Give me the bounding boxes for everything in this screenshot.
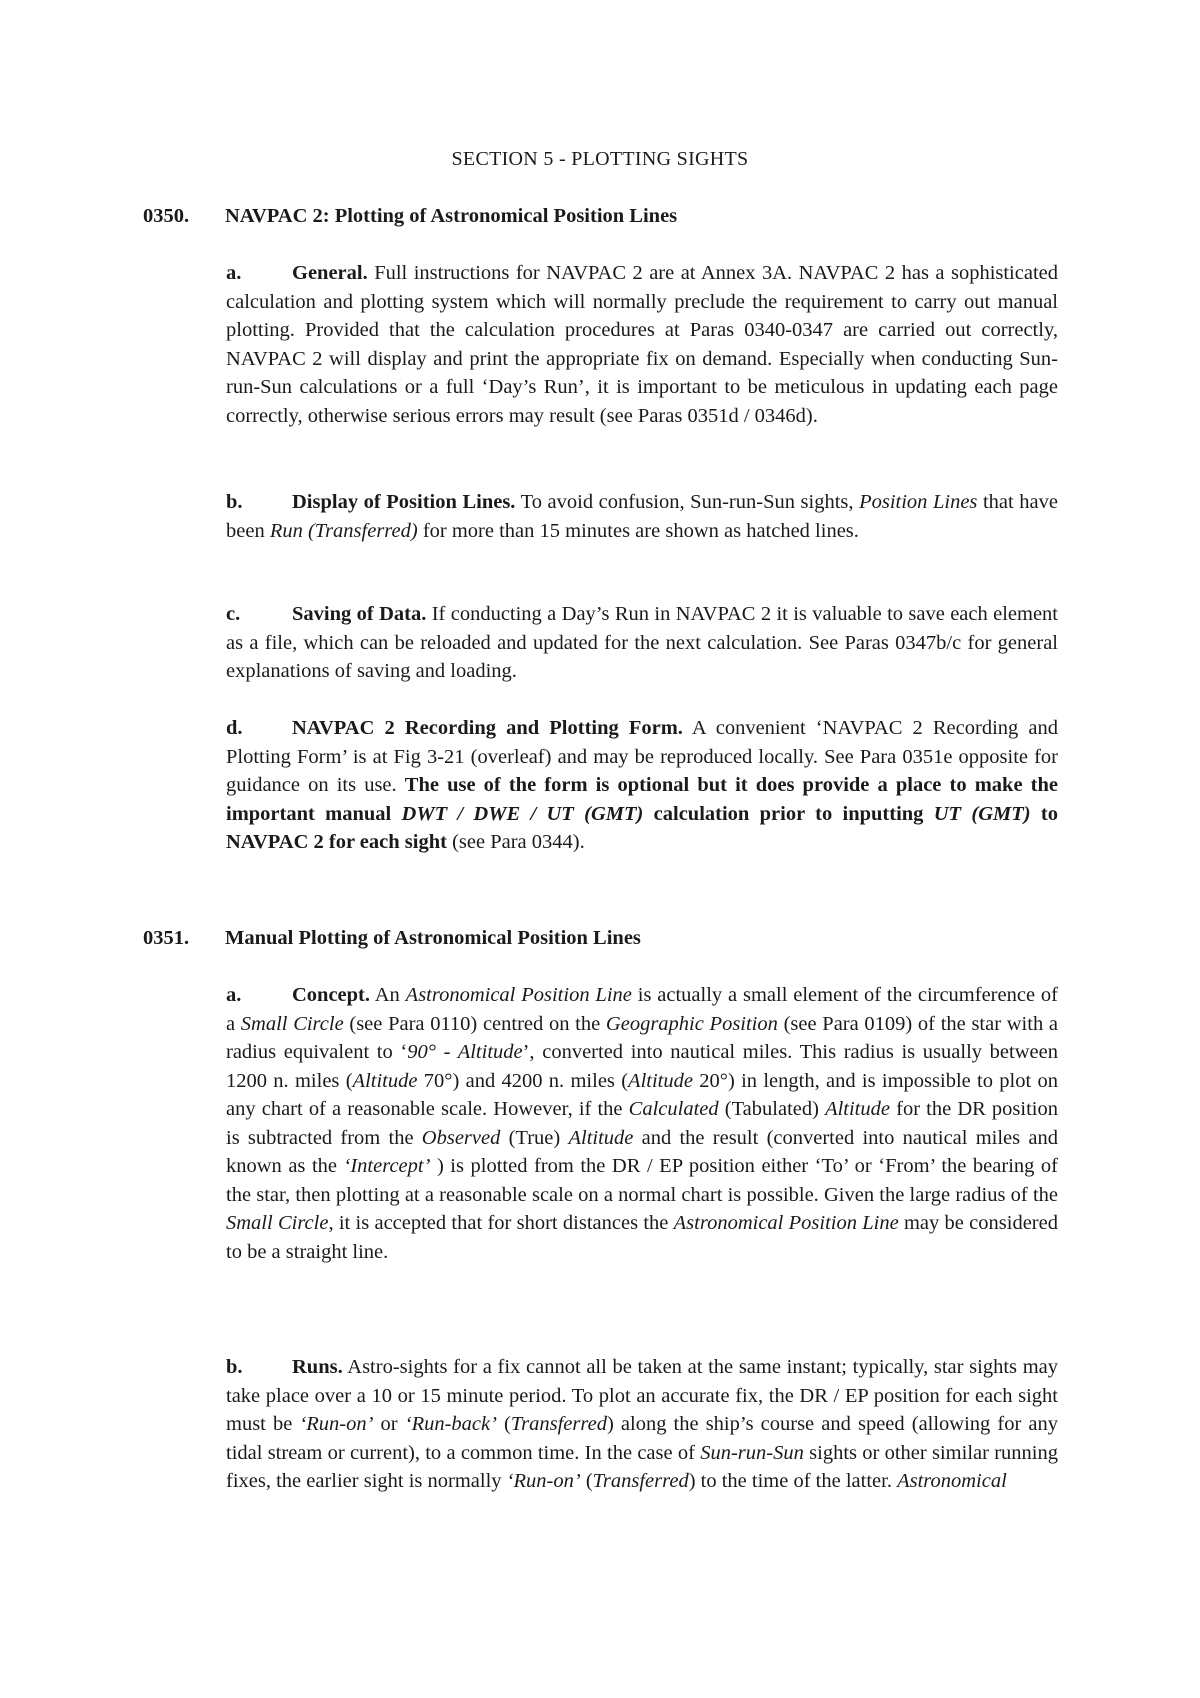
para-0350c-heading: Saving of Data. xyxy=(292,603,427,625)
text-run: that have been xyxy=(226,491,1058,542)
heading-0351-number: 0351. xyxy=(143,927,190,949)
text-run: 20°) in length, and is impossible to plot on any chart of a reasonable scale. However, if the xyxy=(226,1069,1058,1120)
text-run: A convenient ‘NAVPAC 2 Recording and Plotting Form’ is at Fig 3-21 (overleaf) and may be reproduced locally. See Para 0351e opposite for guidance on its use. xyxy=(226,717,1058,796)
italic-run: Small Circle xyxy=(240,1012,344,1035)
para-0350a xyxy=(226,259,1058,430)
para-0351a-heading: Concept. xyxy=(292,984,371,1006)
para-0351b-label: b. xyxy=(226,1356,243,1378)
text-run: sights or other similar running fixes, the earlier sight is normally xyxy=(226,1441,1058,1492)
text-run: for the DR position is subtracted from the xyxy=(226,1098,1058,1149)
bold-run: The use of the form is optional but it does provide a place to make the important manual xyxy=(226,774,1058,825)
text-run: (Tabulated) xyxy=(718,1098,826,1120)
italic-run: Altitude xyxy=(628,1069,693,1092)
italic-run: Astronomical xyxy=(897,1470,1007,1492)
para-0350b-label: b. xyxy=(226,491,243,513)
italic-run: Astronomical Position Line xyxy=(405,984,632,1006)
para-0350a-text: Full instructions for NAVPAC 2 are at Annex 3A. NAVPAC 2 has a sophisticated calculation and plotting system which will normally preclude the requirement to carry out manual plotting. Provided that the calculation procedures at Paras 0340-0347 are carried out correctly, NAVPAC 2 will display and print the appropriate fix on demand. Especially when conducting Sun-run-Sun calculations or a full ‘Day’s Run’, it is important to be meticulous in updating each page correctly, otherwise serious errors may result (see Paras 0351d / 0346d). xyxy=(226,262,1058,427)
para-0351a xyxy=(226,981,1058,1266)
para-0351a-label: a. xyxy=(226,984,242,1006)
italic-run: Run (Transferred) xyxy=(269,519,418,542)
italic-run: Geographic Position xyxy=(605,1012,778,1035)
para-0350c xyxy=(226,600,1058,686)
heading-0350 xyxy=(143,205,1063,228)
italic-run: Astronomical Position Line xyxy=(673,1212,899,1234)
italic-run: ‘Run-back’ xyxy=(404,1413,497,1435)
text-run: and the result (converted into nautical miles and known as the xyxy=(226,1126,1058,1177)
italic-run: ‘Run-on’ xyxy=(506,1470,581,1492)
para-0350d-heading: NAVPAC 2 Recording and Plotting Form. xyxy=(292,717,683,739)
heading-0350-number: 0350. xyxy=(143,205,190,227)
text-run: ’, converted into nautical miles. This radius is usually between 1200 n. miles ( xyxy=(226,1041,1058,1092)
section-title: SECTION 5 - PLOTTING SIGHTS xyxy=(451,148,749,170)
text-run: ( xyxy=(496,1413,511,1435)
para-0351b-heading: Runs. xyxy=(292,1356,343,1378)
para-0351b xyxy=(226,1353,1058,1496)
para-0350d xyxy=(226,714,1058,857)
italic-run: ‘Intercept’ xyxy=(343,1155,431,1177)
para-0350a-label: a. xyxy=(226,262,242,284)
italic-run: Transferred xyxy=(592,1470,689,1492)
text-run: 70°) and 4200 n. miles ( xyxy=(417,1069,629,1092)
italic-run: Altitude xyxy=(352,1069,418,1092)
text-run: (True) xyxy=(500,1126,569,1149)
italic-run: Calculated xyxy=(628,1098,719,1120)
bold-italic-run: UT (GMT) xyxy=(933,802,1031,825)
italic-run: Altitude xyxy=(825,1098,890,1120)
heading-0351 xyxy=(143,927,1063,950)
italic-run: Observed xyxy=(421,1126,501,1149)
text-run: is actually a small element of the circumference of a xyxy=(226,984,1058,1035)
italic-run: Small Circle xyxy=(226,1212,329,1234)
para-0350c-text: If conducting a Day’s Run in NAVPAC 2 it is valuable to save each element as a file, which can be reloaded and updated for the next calculation. See Paras 0347b/c for general explanations of saving and loading. xyxy=(226,603,1058,682)
text-run: ( xyxy=(580,1470,593,1492)
bold-run: to NAVPAC 2 for each sight xyxy=(226,802,1058,853)
text-run: ) is plotted from the DR / EP position either ‘To’ or ‘From’ the bearing of the star, then plotting at a reasonable scale on a normal chart is possible. Given the large radius of the xyxy=(226,1155,1058,1206)
text-run: , it is accepted that for short distances the xyxy=(328,1212,674,1234)
para-0350c-label: c. xyxy=(226,603,241,625)
text-run: Astro-sights for a fix cannot all be taken at the same instant; typically, star sights may take place over a 10 or 15 minute period. To plot an accurate fix, the DR / EP position for each sight must be xyxy=(226,1356,1058,1435)
text-run: (see Para 0344). xyxy=(446,831,585,853)
para-0350d-label: d. xyxy=(226,717,243,739)
text-run: ) to the time of the latter. xyxy=(688,1470,898,1492)
italic-run: Transferred xyxy=(510,1413,607,1435)
text-run: or xyxy=(373,1413,405,1435)
heading-0351-title: Manual Plotting of Astronomical Position Lines xyxy=(225,927,641,949)
text-run: for more than 15 minutes are shown as hatched lines. xyxy=(417,519,859,542)
para-0350a-heading: General. xyxy=(292,262,368,284)
text-run: may be considered to be a straight line. xyxy=(226,1212,1058,1263)
italic-run: ‘Run-on’ xyxy=(299,1413,374,1435)
para-0350b-heading: Display of Position Lines. xyxy=(292,491,516,513)
italic-run: Altitude xyxy=(568,1126,634,1149)
text-run: (see Para 0110) centred on the xyxy=(343,1012,606,1035)
italic-run: Sun-run-Sun xyxy=(700,1441,804,1464)
italic-run: Position Lines xyxy=(859,491,978,513)
para-0350b xyxy=(226,488,1058,545)
text-run: An xyxy=(370,984,406,1006)
heading-0350-title: NAVPAC 2: Plotting of Astronomical Position Lines xyxy=(225,205,678,227)
text-run: To avoid confusion, Sun-run-Sun sights, xyxy=(515,491,860,513)
text-run: ) along the ship’s course and speed (allowing for any tidal stream or current), to a common time. In the case of xyxy=(226,1413,1059,1464)
bold-run: calculation prior to inputting xyxy=(643,802,934,825)
text-run: (see Para 0109) of the star with a radius equivalent to ‘ xyxy=(226,1012,1058,1063)
italic-run: 90° - Altitude xyxy=(407,1041,523,1063)
bold-italic-run: DWT / DWE / UT (GMT) xyxy=(401,802,644,825)
